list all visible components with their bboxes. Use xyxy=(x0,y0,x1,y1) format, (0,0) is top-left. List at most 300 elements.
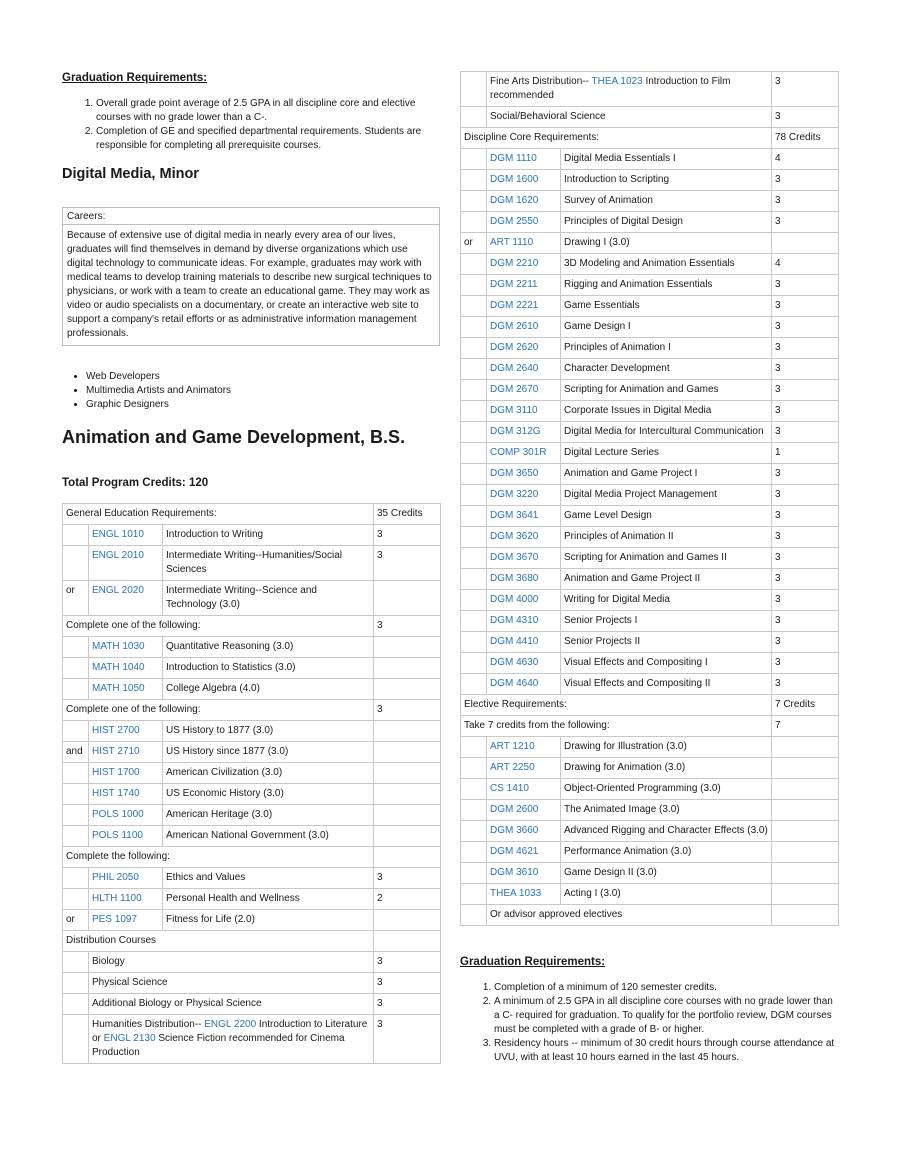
credits-cell: 3 xyxy=(374,868,441,889)
requirement-text: Additional Biology or Physical Science xyxy=(89,994,374,1015)
course-title: Digital Media for Intercultural Communication xyxy=(561,422,772,443)
credits-cell: 3 xyxy=(374,616,441,637)
table-row xyxy=(63,784,441,805)
course-link[interactable]: ENGL 2200 xyxy=(204,1019,257,1030)
table-row xyxy=(461,443,839,464)
table-row xyxy=(461,863,839,884)
connector-cell xyxy=(461,191,487,212)
table-row xyxy=(461,149,839,170)
table-row xyxy=(461,800,839,821)
course-link[interactable]: POLS 1000 xyxy=(92,809,144,820)
course-link[interactable]: DGM 4000 xyxy=(490,594,539,605)
credits-cell xyxy=(772,863,839,884)
connector-cell xyxy=(63,658,89,679)
connector-cell xyxy=(63,973,89,994)
connector-cell xyxy=(461,548,487,569)
credits-cell: 3 xyxy=(772,569,839,590)
course-code-cell xyxy=(487,359,561,380)
course-code-cell xyxy=(487,485,561,506)
table-row xyxy=(461,170,839,191)
course-link[interactable]: ENGL 2130 xyxy=(103,1033,156,1044)
course-link[interactable]: ENGL 2010 xyxy=(92,550,144,561)
course-code-cell xyxy=(89,805,163,826)
credits-cell xyxy=(374,826,441,847)
credits-cell: 3 xyxy=(772,72,839,107)
minor-title: Digital Media, Minor xyxy=(62,166,199,182)
credits-cell xyxy=(772,779,839,800)
table-row xyxy=(461,464,839,485)
course-link[interactable]: DGM 1110 xyxy=(490,153,537,164)
course-link[interactable]: DGM 3220 xyxy=(490,489,539,500)
requirement-text: Or advisor approved electives xyxy=(487,905,772,926)
credits-cell: 3 xyxy=(772,380,839,401)
course-link[interactable]: DGM 2210 xyxy=(490,258,539,269)
course-link[interactable]: ART 2250 xyxy=(490,762,535,773)
connector-cell xyxy=(461,401,487,422)
connector-cell xyxy=(63,1015,89,1064)
connector-cell xyxy=(461,905,487,926)
course-code-cell xyxy=(89,581,163,616)
course-title: Senior Projects II xyxy=(561,632,772,653)
credits-cell: 3 xyxy=(772,338,839,359)
course-link[interactable]: HIST 1700 xyxy=(92,767,140,778)
course-link[interactable]: PES 1097 xyxy=(92,914,138,925)
course-title: Corporate Issues in Digital Media xyxy=(561,401,772,422)
table-row xyxy=(461,107,839,128)
course-title: Digital Media Essentials I xyxy=(561,149,772,170)
table-row xyxy=(63,525,441,546)
course-link[interactable]: HIST 2710 xyxy=(92,746,140,757)
course-code-cell xyxy=(89,658,163,679)
credits-cell: 1 xyxy=(772,443,839,464)
course-code-cell xyxy=(487,464,561,485)
course-code-cell xyxy=(487,674,561,695)
connector-cell xyxy=(461,212,487,233)
course-link[interactable]: ENGL 1010 xyxy=(92,529,144,540)
section-row xyxy=(63,616,441,637)
course-code-cell xyxy=(487,632,561,653)
careers-text: Because of extensive use of digital media in nearly every area of our lives, graduates will find themselves in demand by diverse organizations which use digital technology to communicate ideas. For example, graduates may work with medical teams to develop training materials to describe new surgical techniques to physicians, or work with a team to create an educational game. They may work as video or audio specialists on a documentary, or create an interactive web site to support a company's retail efforts or as administrative information management professionals. xyxy=(67,230,432,339)
table-row xyxy=(63,581,441,616)
requirement-text-part: Fine Arts Distribution-- xyxy=(490,76,592,87)
course-title: Senior Projects I xyxy=(561,611,772,632)
connector-cell xyxy=(63,525,89,546)
table-row xyxy=(461,275,839,296)
course-link[interactable]: CS 1410 xyxy=(490,783,529,794)
table-row xyxy=(63,637,441,658)
course-title: Performance Animation (3.0) xyxy=(561,842,772,863)
course-link[interactable]: DGM 3670 xyxy=(490,552,539,563)
course-link[interactable]: DGM 3110 xyxy=(490,405,538,416)
credits-cell xyxy=(374,742,441,763)
requirement-text-part: Introduction to Film recommended xyxy=(490,76,731,101)
table-row xyxy=(461,842,839,863)
course-link[interactable]: ENGL 2020 xyxy=(92,585,144,596)
table-row xyxy=(461,821,839,842)
credits-cell: 3 xyxy=(772,506,839,527)
credits-cell: 3 xyxy=(772,632,839,653)
connector-cell xyxy=(63,679,89,700)
section-row xyxy=(461,716,839,737)
credits-cell xyxy=(374,805,441,826)
connector-cell xyxy=(461,275,487,296)
credits-cell xyxy=(374,658,441,679)
connector-cell xyxy=(461,632,487,653)
section-row xyxy=(63,700,441,721)
course-title: Digital Media Project Management xyxy=(561,485,772,506)
credits-cell: 3 xyxy=(374,525,441,546)
course-code-cell xyxy=(89,826,163,847)
course-link[interactable]: ART 1210 xyxy=(490,741,535,752)
course-link[interactable]: DGM 4621 xyxy=(490,846,539,857)
connector-cell xyxy=(461,359,487,380)
credits-cell xyxy=(374,679,441,700)
course-code-cell xyxy=(487,422,561,443)
credits-cell: 4 xyxy=(772,254,839,275)
table-row xyxy=(461,632,839,653)
course-link[interactable]: PHIL 2050 xyxy=(92,872,139,883)
course-link[interactable]: HIST 1740 xyxy=(92,788,140,799)
connector-cell xyxy=(461,72,487,107)
requirement-text: Social/Behavioral Science xyxy=(487,107,772,128)
course-code-cell xyxy=(487,590,561,611)
course-code-cell xyxy=(487,296,561,317)
connector-cell xyxy=(461,443,487,464)
course-code-cell xyxy=(89,525,163,546)
course-link[interactable]: DGM 2211 xyxy=(490,279,538,290)
table-row xyxy=(461,779,839,800)
credits-cell: 3 xyxy=(772,275,839,296)
section-row xyxy=(63,504,441,525)
connector-cell xyxy=(63,805,89,826)
requirement-item: 2. Completion of GE and specified departmental requirements. Students are responsible for completing all prerequisite courses. xyxy=(96,125,444,153)
connector-cell xyxy=(461,863,487,884)
course-link[interactable]: DGM 1620 xyxy=(490,195,539,206)
requirement-item: 1. Completion of a minimum of 120 semester credits. xyxy=(494,981,840,995)
course-title: Digital Lecture Series xyxy=(561,443,772,464)
course-title: American Civilization (3.0) xyxy=(163,763,374,784)
course-title: Rigging and Animation Essentials xyxy=(561,275,772,296)
connector-cell: or xyxy=(63,910,89,931)
connector-cell xyxy=(461,170,487,191)
course-title: Object-Oriented Programming (3.0) xyxy=(561,779,772,800)
credits-cell: 3 xyxy=(374,700,441,721)
course-link[interactable]: DGM 4410 xyxy=(490,636,539,647)
credits-cell: 3 xyxy=(772,653,839,674)
credits-cell: 3 xyxy=(772,422,839,443)
course-code-cell xyxy=(487,275,561,296)
course-link[interactable]: THEA 1033 xyxy=(490,888,542,899)
credits-cell: 3 xyxy=(374,546,441,581)
course-title: Writing for Digital Media xyxy=(561,590,772,611)
course-title: Game Design II (3.0) xyxy=(561,863,772,884)
course-link[interactable]: DGM 3660 xyxy=(490,825,539,836)
course-link[interactable]: ART 1110 xyxy=(490,237,534,248)
course-title: Introduction to Scripting xyxy=(561,170,772,191)
credits-cell: 3 xyxy=(374,973,441,994)
section-label: Take 7 credits from the following: xyxy=(461,716,772,737)
table-row xyxy=(461,737,839,758)
course-code-cell xyxy=(487,821,561,842)
credits-cell: 3 xyxy=(772,464,839,485)
credits-cell xyxy=(374,847,441,868)
course-link[interactable]: DGM 3610 xyxy=(490,867,539,878)
connector-cell xyxy=(461,779,487,800)
section-label: Complete one of the following: xyxy=(63,700,374,721)
course-title: Animation and Game Project I xyxy=(561,464,772,485)
section-label: Complete one of the following: xyxy=(63,616,374,637)
course-title: Game Essentials xyxy=(561,296,772,317)
table-row xyxy=(461,485,839,506)
section-row xyxy=(461,128,839,149)
section-row xyxy=(63,847,441,868)
connector-cell xyxy=(461,800,487,821)
course-code-cell xyxy=(487,548,561,569)
requirement-text: Biology xyxy=(89,952,374,973)
table-row xyxy=(63,889,441,910)
course-link[interactable]: MATH 1030 xyxy=(92,641,145,652)
course-title: American National Government (3.0) xyxy=(163,826,374,847)
course-code-cell xyxy=(89,763,163,784)
table-row xyxy=(461,338,839,359)
requirement-text-part: Humanities Distribution-- xyxy=(92,1019,205,1030)
credits-cell: 3 xyxy=(374,952,441,973)
connector-cell xyxy=(63,637,89,658)
credits-cell: 3 xyxy=(374,1015,441,1064)
credits-cell xyxy=(772,842,839,863)
table-row xyxy=(461,72,839,107)
course-title: Character Development xyxy=(561,359,772,380)
course-link[interactable]: DGM 2670 xyxy=(490,384,539,395)
course-code-cell xyxy=(487,800,561,821)
course-link[interactable]: POLS 1100 xyxy=(92,830,143,841)
course-code-cell xyxy=(487,338,561,359)
credits-cell: 7 xyxy=(772,716,839,737)
course-code-cell xyxy=(89,546,163,581)
careers-box xyxy=(62,207,440,346)
course-link[interactable]: DGM 2640 xyxy=(490,363,539,374)
table-row xyxy=(461,380,839,401)
connector-cell xyxy=(63,994,89,1015)
course-title: Scripting for Animation and Games II xyxy=(561,548,772,569)
course-title: Survey of Animation xyxy=(561,191,772,212)
table-row xyxy=(461,212,839,233)
graduation-requirements-list-2 xyxy=(460,981,840,1065)
credits-cell xyxy=(374,931,441,952)
course-link[interactable]: DGM 4630 xyxy=(490,657,539,668)
credits-cell: 78 Credits xyxy=(772,128,839,149)
course-title: Visual Effects and Compositing II xyxy=(561,674,772,695)
course-link[interactable]: DGM 3641 xyxy=(490,510,539,521)
connector-cell: and xyxy=(63,742,89,763)
course-code-cell xyxy=(487,737,561,758)
course-link[interactable]: COMP 301R xyxy=(490,447,547,458)
course-link[interactable]: DGM 2620 xyxy=(490,342,539,353)
careers-header: Careers: xyxy=(63,208,439,225)
course-title: US History to 1877 (3.0) xyxy=(163,721,374,742)
credits-cell: 3 xyxy=(772,296,839,317)
career-item: • Multimedia Artists and Animators xyxy=(86,384,436,398)
credits-cell: 3 xyxy=(772,107,839,128)
course-link[interactable]: HLTH 1100 xyxy=(92,893,142,904)
section-label: Elective Requirements: xyxy=(461,695,772,716)
course-code-cell xyxy=(487,653,561,674)
connector-cell: or xyxy=(461,233,487,254)
course-code-cell xyxy=(487,317,561,338)
course-title: US History since 1877 (3.0) xyxy=(163,742,374,763)
course-code-cell xyxy=(487,611,561,632)
table-row xyxy=(461,317,839,338)
requirement-item: 1. Overall grade point average of 2.5 GPA in all discipline core and elective courses with no grade lower than a C-. xyxy=(96,97,444,125)
connector-cell xyxy=(461,821,487,842)
credits-cell xyxy=(374,784,441,805)
course-code-cell xyxy=(89,679,163,700)
course-link[interactable]: DGM 4310 xyxy=(490,615,539,626)
course-link[interactable]: THEA 1023 xyxy=(591,76,643,87)
course-link[interactable]: DGM 3650 xyxy=(490,468,539,479)
course-link[interactable]: DGM 2221 xyxy=(490,300,539,311)
course-link[interactable]: DGM 2610 xyxy=(490,321,539,332)
connector-cell xyxy=(63,763,89,784)
connector-cell xyxy=(461,674,487,695)
connector-cell xyxy=(461,149,487,170)
section-row xyxy=(461,695,839,716)
course-link[interactable]: MATH 1040 xyxy=(92,662,145,673)
course-link[interactable]: DGM 1600 xyxy=(490,174,539,185)
connector-cell xyxy=(461,506,487,527)
course-title: US Economic History (3.0) xyxy=(163,784,374,805)
credits-cell: 3 xyxy=(772,674,839,695)
credits-cell xyxy=(374,763,441,784)
credits-cell xyxy=(374,910,441,931)
connector-cell: or xyxy=(63,581,89,616)
connector-cell xyxy=(461,884,487,905)
table-row xyxy=(63,679,441,700)
course-title: American Heritage (3.0) xyxy=(163,805,374,826)
course-link[interactable]: DGM 2550 xyxy=(490,216,539,227)
requirement-item: 2. A minimum of 2.5 GPA in all discipline core courses with no grade lower than a C- required for graduation. To qualify for the portfolio review, DGM courses must be completed with a grade of B- or higher. xyxy=(494,995,840,1037)
course-title: The Animated Image (3.0) xyxy=(561,800,772,821)
table-row xyxy=(461,569,839,590)
table-row xyxy=(63,826,441,847)
table-row xyxy=(63,805,441,826)
course-code-cell xyxy=(487,380,561,401)
credits-cell xyxy=(772,821,839,842)
credits-cell: 3 xyxy=(772,527,839,548)
connector-cell xyxy=(461,254,487,275)
career-item: • Graphic Designers xyxy=(86,398,436,412)
course-link[interactable]: DGM 3680 xyxy=(490,573,539,584)
credits-cell: 3 xyxy=(772,359,839,380)
table-row xyxy=(63,546,441,581)
course-code-cell xyxy=(487,401,561,422)
connector-cell xyxy=(461,464,487,485)
credits-cell: 7 Credits xyxy=(772,695,839,716)
table-row xyxy=(461,611,839,632)
course-title: 3D Modeling and Animation Essentials xyxy=(561,254,772,275)
course-title: Game Level Design xyxy=(561,506,772,527)
course-title: Personal Health and Wellness xyxy=(163,889,374,910)
requirement-text-part: Introduction to Literature or xyxy=(92,1019,368,1044)
course-title: Principles of Animation I xyxy=(561,338,772,359)
connector-cell xyxy=(461,842,487,863)
table-row xyxy=(461,296,839,317)
connector-cell xyxy=(63,784,89,805)
discipline-core-table xyxy=(460,71,839,926)
table-row xyxy=(461,758,839,779)
credits-cell xyxy=(374,581,441,616)
course-link[interactable]: MATH 1050 xyxy=(92,683,145,694)
course-link[interactable]: DGM 4640 xyxy=(490,678,539,689)
table-row xyxy=(63,763,441,784)
table-row xyxy=(63,868,441,889)
requirement-text xyxy=(89,1015,374,1064)
total-program-credits: Total Program Credits: 120 xyxy=(62,477,209,489)
credits-cell: 3 xyxy=(772,170,839,191)
course-code-cell xyxy=(487,191,561,212)
table-row xyxy=(63,742,441,763)
course-code-cell xyxy=(89,889,163,910)
course-title: Ethics and Values xyxy=(163,868,374,889)
course-link[interactable]: DGM 312G xyxy=(490,426,541,437)
connector-cell xyxy=(63,952,89,973)
course-code-cell xyxy=(487,506,561,527)
table-row xyxy=(461,527,839,548)
table-row xyxy=(461,233,839,254)
graduation-requirements-title-2: Graduation Requirements: xyxy=(460,956,606,968)
course-title: Drawing I (3.0) xyxy=(561,233,772,254)
course-link[interactable]: DGM 3620 xyxy=(490,531,539,542)
table-row xyxy=(63,1015,441,1064)
credits-cell xyxy=(772,233,839,254)
requirement-item: 3. Residency hours -- minimum of 30 credit hours through course attendance at UVU, with at least 10 hours earned in the last 45 hours. xyxy=(494,1037,840,1065)
credits-cell: 3 xyxy=(772,548,839,569)
credits-cell xyxy=(374,721,441,742)
career-item: • Web Developers xyxy=(86,370,436,384)
course-code-cell xyxy=(487,254,561,275)
requirement-text xyxy=(487,72,772,107)
table-row xyxy=(461,905,839,926)
credits-cell: 2 xyxy=(374,889,441,910)
section-label: Distribution Courses xyxy=(63,931,374,952)
course-title: College Algebra (4.0) xyxy=(163,679,374,700)
credits-cell: 3 xyxy=(772,485,839,506)
connector-cell xyxy=(461,485,487,506)
table-row xyxy=(461,422,839,443)
graduation-requirements-title: Graduation Requirements: xyxy=(62,72,208,84)
course-code-cell xyxy=(89,910,163,931)
graduation-requirements-list xyxy=(62,97,444,153)
table-row xyxy=(461,191,839,212)
course-code-cell xyxy=(487,884,561,905)
table-row xyxy=(461,506,839,527)
course-code-cell xyxy=(487,527,561,548)
careers-list xyxy=(62,370,436,412)
connector-cell xyxy=(461,653,487,674)
course-code-cell xyxy=(487,569,561,590)
connector-cell xyxy=(461,317,487,338)
table-row xyxy=(461,674,839,695)
credits-cell: 4 xyxy=(772,149,839,170)
course-title: Introduction to Statistics (3.0) xyxy=(163,658,374,679)
course-link[interactable]: HIST 2700 xyxy=(92,725,140,736)
credits-cell: 3 xyxy=(772,212,839,233)
credits-cell: 3 xyxy=(374,994,441,1015)
connector-cell xyxy=(63,826,89,847)
connector-cell xyxy=(63,546,89,581)
course-code-cell xyxy=(487,233,561,254)
course-link[interactable]: DGM 2600 xyxy=(490,804,539,815)
